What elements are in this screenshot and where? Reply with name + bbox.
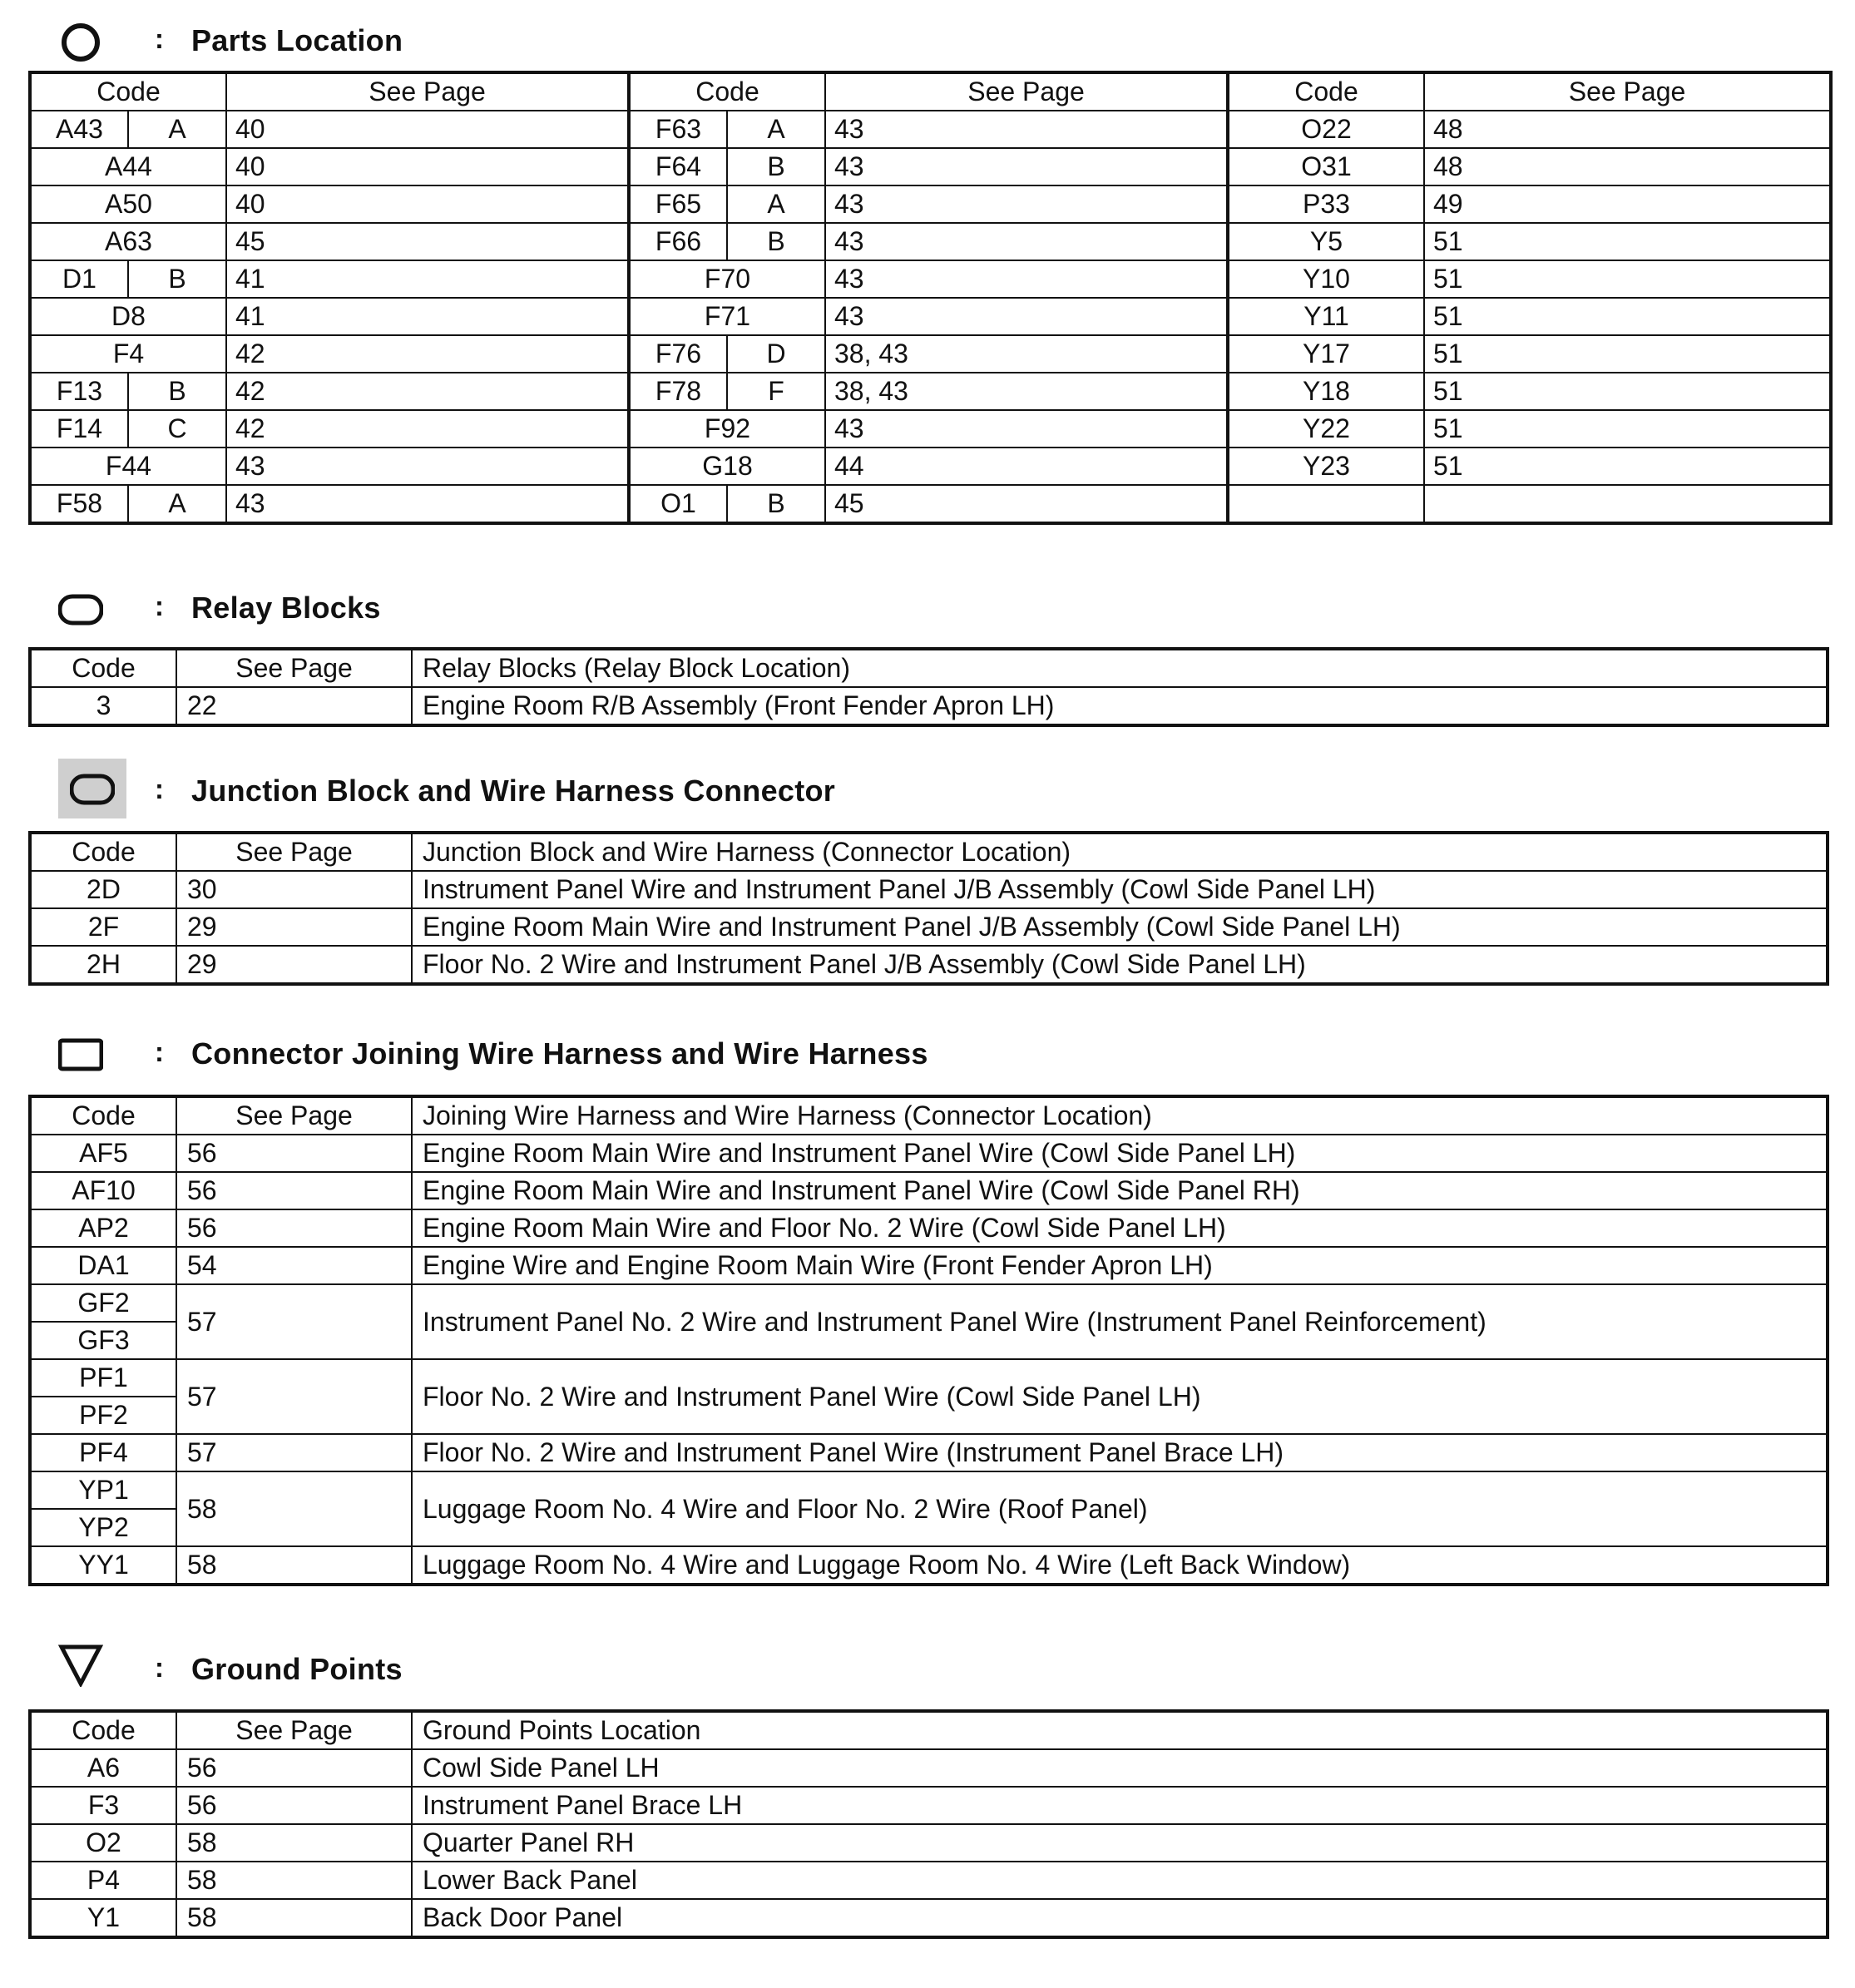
- code-cell: F76: [629, 335, 727, 373]
- code-cell: F58: [30, 485, 128, 523]
- parts-location-header: [0, 17, 1855, 67]
- code-cell: O1: [629, 485, 727, 523]
- code-cell: AF5: [30, 1135, 176, 1172]
- column-header-code: Code: [30, 1096, 176, 1135]
- see-page-cell: 51: [1424, 335, 1831, 373]
- code-cell: PF4: [30, 1434, 176, 1471]
- table-row: [30, 687, 1828, 725]
- variant-cell: C: [128, 410, 226, 448]
- table-row: [30, 1209, 1828, 1247]
- code-cell: F63: [629, 111, 727, 148]
- see-page-cell: 43: [825, 298, 1228, 335]
- code-cell: P4: [30, 1862, 176, 1899]
- code-cell: A44: [30, 148, 226, 185]
- code-cell: A50: [30, 185, 226, 223]
- description-cell: Back Door Panel: [412, 1899, 1828, 1937]
- see-page-cell: 51: [1424, 373, 1831, 410]
- colon: :: [155, 591, 164, 621]
- code-cell: PF1: [30, 1359, 176, 1397]
- column-header-see-page: See Page: [825, 72, 1228, 111]
- see-page-cell: 43: [825, 185, 1228, 223]
- table-header-row: [30, 833, 1828, 871]
- code-cell: Y10: [1228, 260, 1424, 298]
- code-cell: F4: [30, 335, 226, 373]
- code-cell: F44: [30, 448, 226, 485]
- section-title: Junction Block and Wire Harness Connector: [191, 774, 836, 808]
- description-cell: Cowl Side Panel LH: [412, 1749, 1828, 1787]
- variant-cell: A: [727, 111, 825, 148]
- see-page-cell: 41: [226, 260, 629, 298]
- column-header-description: Joining Wire Harness and Wire Harness (Connector Location): [412, 1096, 1828, 1135]
- code-cell: A63: [30, 223, 226, 260]
- see-page-cell: 56: [176, 1787, 412, 1824]
- code-cell: 2D: [30, 871, 176, 908]
- code-cell: F3: [30, 1787, 176, 1824]
- code-cell: Y17: [1228, 335, 1424, 373]
- table-row: [30, 871, 1828, 908]
- see-page-cell: 22: [176, 687, 412, 725]
- code-cell: YP2: [30, 1509, 176, 1546]
- see-page-cell: 29: [176, 908, 412, 946]
- code-cell: O31: [1228, 148, 1424, 185]
- triangle-icon: [58, 1642, 103, 1687]
- column-header-code: Code: [30, 1711, 176, 1749]
- see-page-cell: [1424, 485, 1831, 523]
- description-cell: Engine Room Main Wire and Floor No. 2 Wire (Cowl Side Panel LH): [412, 1209, 1828, 1247]
- see-page-cell: 57: [176, 1434, 412, 1471]
- see-page-cell: 58: [176, 1471, 412, 1546]
- table-row: [30, 1824, 1828, 1862]
- code-cell: AP2: [30, 1209, 176, 1247]
- table-row: [30, 185, 1831, 223]
- code-cell: F78: [629, 373, 727, 410]
- table-row: [30, 260, 1831, 298]
- see-page-cell: 42: [226, 335, 629, 373]
- variant-cell: A: [727, 185, 825, 223]
- table-row: [30, 1749, 1828, 1787]
- table-row: [30, 1247, 1828, 1284]
- shaded-rounded-rect-icon: [58, 759, 126, 818]
- see-page-cell: 43: [825, 410, 1228, 448]
- table-row: [30, 298, 1831, 335]
- description-cell: Engine Wire and Engine Room Main Wire (Front Fender Apron LH): [412, 1247, 1828, 1284]
- variant-cell: D: [727, 335, 825, 373]
- colon: :: [155, 1652, 164, 1683]
- see-page-cell: 30: [176, 871, 412, 908]
- variant-cell: B: [727, 223, 825, 260]
- see-page-cell: 43: [825, 223, 1228, 260]
- variant-cell: B: [128, 260, 226, 298]
- relay-blocks-table: [28, 647, 1829, 727]
- see-page-cell: 58: [176, 1824, 412, 1862]
- see-page-cell: 41: [226, 298, 629, 335]
- code-cell: GF2: [30, 1284, 176, 1322]
- section-title: Relay Blocks: [191, 591, 381, 625]
- code-cell: G18: [629, 448, 825, 485]
- see-page-cell: 51: [1424, 223, 1831, 260]
- see-page-cell: 56: [176, 1749, 412, 1787]
- rectangle-icon: [58, 1032, 103, 1077]
- see-page-cell: 45: [226, 223, 629, 260]
- column-header-code: Code: [629, 72, 825, 111]
- see-page-cell: 42: [226, 410, 629, 448]
- code-cell: O2: [30, 1824, 176, 1862]
- column-header-see-page: See Page: [1424, 72, 1831, 111]
- description-cell: Floor No. 2 Wire and Instrument Panel Wire (Cowl Side Panel LH): [412, 1359, 1828, 1434]
- see-page-cell: 58: [176, 1899, 412, 1937]
- variant-cell: B: [727, 485, 825, 523]
- see-page-cell: 38, 43: [825, 335, 1228, 373]
- see-page-cell: 42: [226, 373, 629, 410]
- ground-points-header: [0, 1645, 1855, 1695]
- code-cell: F66: [629, 223, 727, 260]
- see-page-cell: 57: [176, 1284, 412, 1359]
- table-row: [30, 1172, 1828, 1209]
- code-cell: F70: [629, 260, 825, 298]
- section-title: Ground Points: [191, 1652, 403, 1686]
- code-cell: Y23: [1228, 448, 1424, 485]
- colon: :: [155, 1036, 164, 1067]
- code-cell: PF2: [30, 1397, 176, 1434]
- see-page-cell: 43: [825, 260, 1228, 298]
- description-cell: Lower Back Panel: [412, 1862, 1828, 1899]
- table-row: [30, 1359, 1828, 1397]
- column-header-see-page: See Page: [176, 1711, 412, 1749]
- see-page-cell: 40: [226, 185, 629, 223]
- see-page-cell: 56: [176, 1135, 412, 1172]
- see-page-cell: 56: [176, 1209, 412, 1247]
- column-header-description: Junction Block and Wire Harness (Connector Location): [412, 833, 1828, 871]
- code-cell: 3: [30, 687, 176, 725]
- see-page-cell: 43: [825, 148, 1228, 185]
- variant-cell: F: [727, 373, 825, 410]
- code-cell: YP1: [30, 1471, 176, 1509]
- table-row: [30, 335, 1831, 373]
- see-page-cell: 38, 43: [825, 373, 1228, 410]
- description-cell: Instrument Panel Brace LH: [412, 1787, 1828, 1824]
- table-row: [30, 1787, 1828, 1824]
- code-cell: F65: [629, 185, 727, 223]
- code-cell: 2H: [30, 946, 176, 984]
- code-cell: GF3: [30, 1322, 176, 1359]
- table-row: [30, 410, 1831, 448]
- table-row: [30, 908, 1828, 946]
- ground-points-table: [28, 1709, 1829, 1939]
- column-header-description: Relay Blocks (Relay Block Location): [412, 649, 1828, 687]
- see-page-cell: 40: [226, 148, 629, 185]
- description-cell: Engine Room Main Wire and Instrument Panel J/B Assembly (Cowl Side Panel LH): [412, 908, 1828, 946]
- junction-block-table: [28, 831, 1829, 986]
- description-cell: Instrument Panel No. 2 Wire and Instrument Panel Wire (Instrument Panel Reinforcement): [412, 1284, 1828, 1359]
- rounded-rect-icon: [58, 586, 103, 631]
- table-row: [30, 1862, 1828, 1899]
- column-header-code: Code: [30, 649, 176, 687]
- see-page-cell: 43: [226, 485, 629, 523]
- see-page-cell: 43: [825, 111, 1228, 148]
- column-header-code: Code: [30, 833, 176, 871]
- code-cell: P33: [1228, 185, 1424, 223]
- description-cell: Engine Room R/B Assembly (Front Fender Apron LH): [412, 687, 1828, 725]
- table-header-row: [30, 649, 1828, 687]
- table-row: [30, 448, 1831, 485]
- variant-cell: A: [128, 485, 226, 523]
- column-header-code: Code: [1228, 72, 1424, 111]
- junction-block-header: [0, 767, 1855, 817]
- column-header-see-page: See Page: [176, 649, 412, 687]
- connector-joining-header: [0, 1030, 1855, 1080]
- table-header-row: [30, 1711, 1828, 1749]
- code-cell: F64: [629, 148, 727, 185]
- table-row: [30, 946, 1828, 984]
- table-row: [30, 1899, 1828, 1937]
- see-page-cell: 40: [226, 111, 629, 148]
- table-row: [30, 223, 1831, 260]
- description-cell: Luggage Room No. 4 Wire and Floor No. 2 Wire (Roof Panel): [412, 1471, 1828, 1546]
- see-page-cell: 48: [1424, 148, 1831, 185]
- see-page-cell: 58: [176, 1862, 412, 1899]
- see-page-cell: 44: [825, 448, 1228, 485]
- code-cell: O22: [1228, 111, 1424, 148]
- table-row: [30, 485, 1831, 523]
- table-header-row: [30, 1096, 1828, 1135]
- section-title: Connector Joining Wire Harness and Wire Harness: [191, 1036, 928, 1071]
- code-cell: AF10: [30, 1172, 176, 1209]
- code-cell: F13: [30, 373, 128, 410]
- code-cell: Y5: [1228, 223, 1424, 260]
- code-cell: Y11: [1228, 298, 1424, 335]
- see-page-cell: 48: [1424, 111, 1831, 148]
- see-page-cell: 54: [176, 1247, 412, 1284]
- code-cell: Y18: [1228, 373, 1424, 410]
- description-cell: Floor No. 2 Wire and Instrument Panel Wire (Instrument Panel Brace LH): [412, 1434, 1828, 1471]
- see-page-cell: 51: [1424, 410, 1831, 448]
- circle-icon: [58, 19, 103, 64]
- table-row: [30, 111, 1831, 148]
- table-row: [30, 373, 1831, 410]
- code-cell: Y1: [30, 1899, 176, 1937]
- connector-joining-table: [28, 1095, 1829, 1586]
- section-title: Parts Location: [191, 23, 403, 57]
- table-row: [30, 1546, 1828, 1585]
- code-cell: F92: [629, 410, 825, 448]
- description-cell: Floor No. 2 Wire and Instrument Panel J/B Assembly (Cowl Side Panel LH): [412, 946, 1828, 984]
- table-row: [30, 1434, 1828, 1471]
- see-page-cell: 45: [825, 485, 1228, 523]
- code-cell: F71: [629, 298, 825, 335]
- code-cell: DA1: [30, 1247, 176, 1284]
- code-cell: D8: [30, 298, 226, 335]
- colon: :: [155, 23, 164, 54]
- table-row: [30, 1471, 1828, 1509]
- description-cell: Instrument Panel Wire and Instrument Panel J/B Assembly (Cowl Side Panel LH): [412, 871, 1828, 908]
- column-header-see-page: See Page: [176, 833, 412, 871]
- see-page-cell: 49: [1424, 185, 1831, 223]
- variant-cell: B: [128, 373, 226, 410]
- code-cell: D1: [30, 260, 128, 298]
- variant-cell: B: [727, 148, 825, 185]
- colon: :: [155, 774, 164, 804]
- parts-location-table: [28, 71, 1833, 525]
- description-cell: Engine Room Main Wire and Instrument Panel Wire (Cowl Side Panel LH): [412, 1135, 1828, 1172]
- code-cell: A6: [30, 1749, 176, 1787]
- variant-cell: A: [128, 111, 226, 148]
- table-row: [30, 1284, 1828, 1322]
- see-page-cell: 51: [1424, 448, 1831, 485]
- code-cell: A43: [30, 111, 128, 148]
- relay-blocks-header: [0, 584, 1855, 634]
- table-row: [30, 1135, 1828, 1172]
- description-cell: Engine Room Main Wire and Instrument Panel Wire (Cowl Side Panel RH): [412, 1172, 1828, 1209]
- column-header-see-page: See Page: [176, 1096, 412, 1135]
- description-cell: Luggage Room No. 4 Wire and Luggage Room No. 4 Wire (Left Back Window): [412, 1546, 1828, 1585]
- see-page-cell: 51: [1424, 298, 1831, 335]
- code-cell: [1228, 485, 1424, 523]
- see-page-cell: 29: [176, 946, 412, 984]
- code-cell: 2F: [30, 908, 176, 946]
- column-header-code: Code: [30, 72, 226, 111]
- column-header-see-page: See Page: [226, 72, 629, 111]
- code-cell: F14: [30, 410, 128, 448]
- see-page-cell: 56: [176, 1172, 412, 1209]
- see-page-cell: 51: [1424, 260, 1831, 298]
- code-cell: Y22: [1228, 410, 1424, 448]
- table-row: [30, 148, 1831, 185]
- see-page-cell: 43: [226, 448, 629, 485]
- column-header-description: Ground Points Location: [412, 1711, 1828, 1749]
- see-page-cell: 58: [176, 1546, 412, 1585]
- see-page-cell: 57: [176, 1359, 412, 1434]
- code-cell: YY1: [30, 1546, 176, 1585]
- description-cell: Quarter Panel RH: [412, 1824, 1828, 1862]
- table-header-row: [30, 72, 1831, 111]
